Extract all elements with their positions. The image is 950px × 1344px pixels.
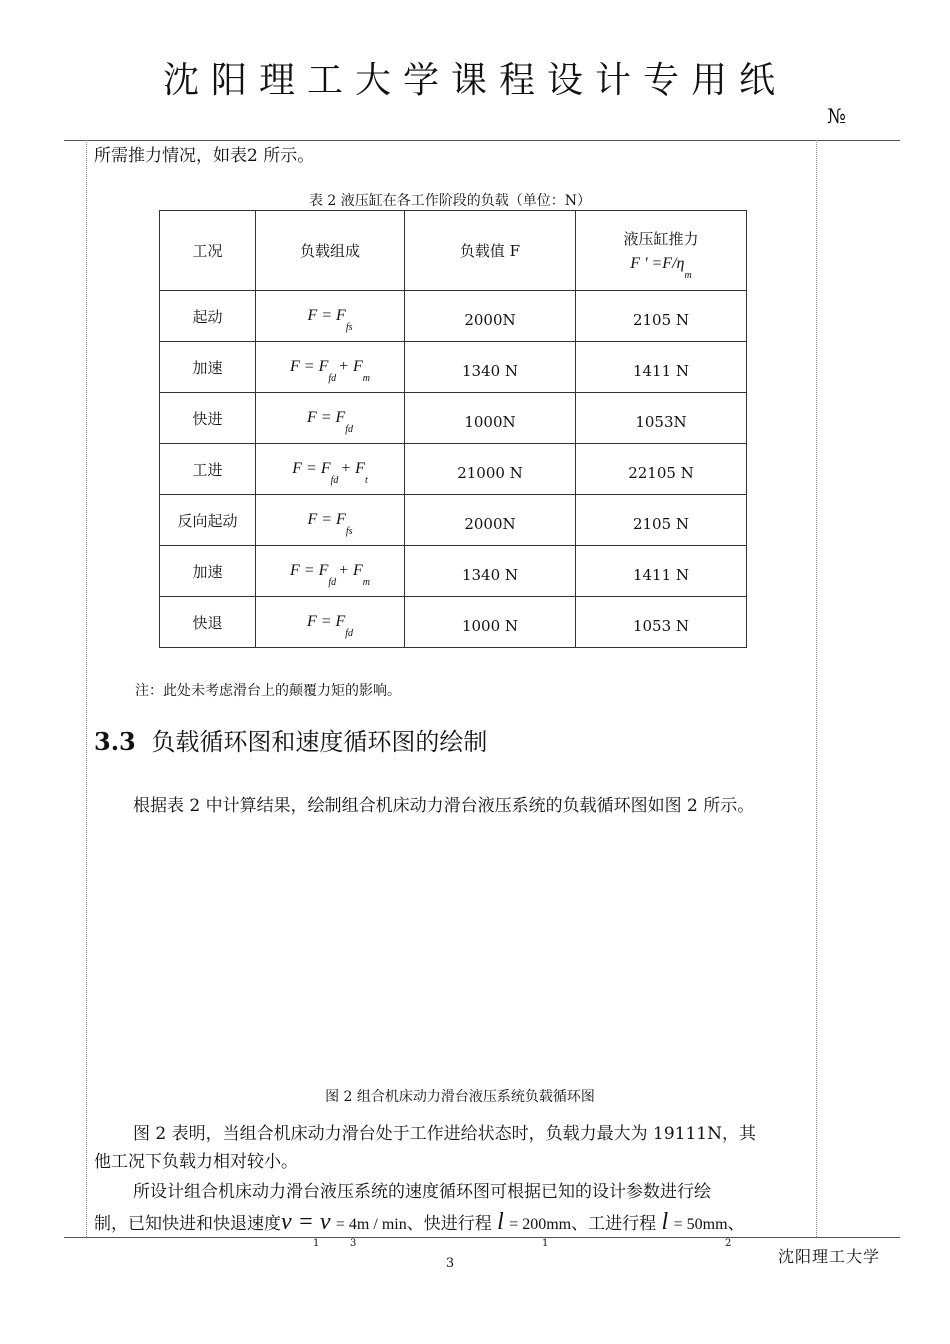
cell-value: 2000N [405,291,576,342]
formula-main: F = F [306,613,346,630]
p3-velocity-value: = 4m / min [335,1216,407,1233]
header-composition: 负载组成 [256,211,405,291]
table-row [160,597,747,648]
sub-l2: 2 [725,1238,732,1249]
header-condition: 工况 [160,211,256,291]
paragraph-3-line-1: 所设计组合机床动力滑台液压系统的速度循环图可根据已知的设计参数进行绘 [133,1182,711,1202]
cell-value: 2000N [405,495,576,546]
formula-main: F = F [290,358,329,375]
intro-line: 所需推力情况，如表2 所示。 [94,146,315,166]
thrust-formula-text: F ' =F/η [630,255,685,272]
p3-l1-value: = 200mm [509,1216,572,1233]
cell-composition [256,495,405,546]
page-header-title: 沈阳理工大学课程设计专用纸 [162,60,787,101]
cell-thrust: 1411 N [576,342,747,393]
footer-university: 沈阳理工大学 [778,1247,881,1266]
thrust-formula-sub: m [684,270,692,281]
cell-thrust: 22105 N [576,444,747,495]
cell-condition: 加速 [160,546,256,597]
cell-composition [256,444,405,495]
cell-value: 1000N [405,393,576,444]
formula-sub: fs [345,322,353,333]
section-number: 3.3 [94,727,136,756]
cell-value: 1340 N [405,342,576,393]
cell-composition [256,342,405,393]
p3-l2-value: = 50mm [673,1216,728,1233]
cell-value: 1340 N [405,546,576,597]
cell-condition: 反向起动 [160,495,256,546]
table-note: 注：此处未考虑滑台上的颠覆力矩的影响。 [135,683,401,699]
table-caption: 表 2 液压缸在各工作阶段的负载（单位：N） [308,193,592,209]
left-margin-line [86,140,87,1237]
formula-main: F = F [290,562,329,579]
sub-l1: 1 [542,1238,549,1249]
section-heading [94,722,487,757]
section-title: 负载循环图和速度循环图的绘制 [151,728,488,756]
cell-composition [256,393,405,444]
paragraph-2-line-2: 他工况下负载力相对较小。 [94,1152,298,1172]
paragraph-3-line-2 [94,1208,745,1239]
load-table [159,210,747,648]
p3-text-b: 、快进行程 [406,1214,492,1234]
formula-main: F = F [306,409,346,426]
formula-plus: + F [340,460,365,477]
p3-text-d: 、 [727,1214,745,1234]
header-rule [64,140,900,141]
formula-sub-2: m [362,373,370,384]
formula-plus: + F [338,562,363,579]
cell-thrust: 1411 N [576,546,747,597]
cell-thrust: 1053N [576,393,747,444]
p3-velocity-expr: v = v [281,1209,331,1235]
formula-sub: fd [328,373,337,384]
formula-sub: fs [345,526,353,537]
formula-sub: fd [328,577,337,588]
formula-sub: fd [345,424,354,435]
table-row [160,546,747,597]
header-thrust [576,211,747,291]
header-value: 负载值 F [405,211,576,291]
cell-condition: 快进 [160,393,256,444]
sub-v3: 3 [350,1238,357,1249]
cell-composition [256,546,405,597]
formula-sub: fd [345,628,354,639]
formula-plus: + F [338,358,363,375]
table-row [160,495,747,546]
paragraph-2-line-1: 图 2 表明，当组合机床动力滑台处于工作进给状态时，负载力最大为 19111N，其 [133,1124,756,1144]
sub-v1: 1 [313,1238,320,1249]
formula-sub-2: m [362,577,370,588]
p3-text-c: 、工进行程 [571,1214,657,1234]
cell-value: 21000 N [405,444,576,495]
formula-main: F = F [307,511,346,528]
right-margin-line [816,140,817,1237]
formula-sub-2: t [364,475,368,486]
table-row [160,444,747,495]
formula-sub: fd [330,475,339,486]
cell-value: 1000 N [405,597,576,648]
table-row [160,393,747,444]
cell-condition: 工进 [160,444,256,495]
p3-l1-expr: l [497,1209,504,1235]
cell-thrust: 2105 N [576,291,747,342]
cell-condition: 加速 [160,342,256,393]
figure-caption: 图 2 组合机床动力滑台液压系统负载循环图 [325,1089,595,1105]
formula-main: F = F [292,460,331,477]
table-row [160,342,747,393]
cell-condition: 快退 [160,597,256,648]
header-thrust-line1: 液压缸推力 [623,230,699,248]
cell-condition: 起动 [160,291,256,342]
page-number: 3 [445,1256,455,1271]
cell-composition [256,597,405,648]
table-header-row [160,211,747,291]
p3-text-a: 制，已知快进和快退速度 [94,1214,281,1234]
table-row [160,291,747,342]
header-thrust-formula [576,255,746,281]
paragraph-1: 根据表 2 中计算结果，绘制组合机床动力滑台液压系统的负载循环图如图 2 所示。 [133,796,755,816]
cell-composition [256,291,405,342]
formula-main: F = F [307,307,346,324]
number-mark: № [827,104,846,128]
cell-thrust: 1053 N [576,597,747,648]
cell-thrust: 2105 N [576,495,747,546]
p3-l2-expr: l [661,1209,669,1235]
